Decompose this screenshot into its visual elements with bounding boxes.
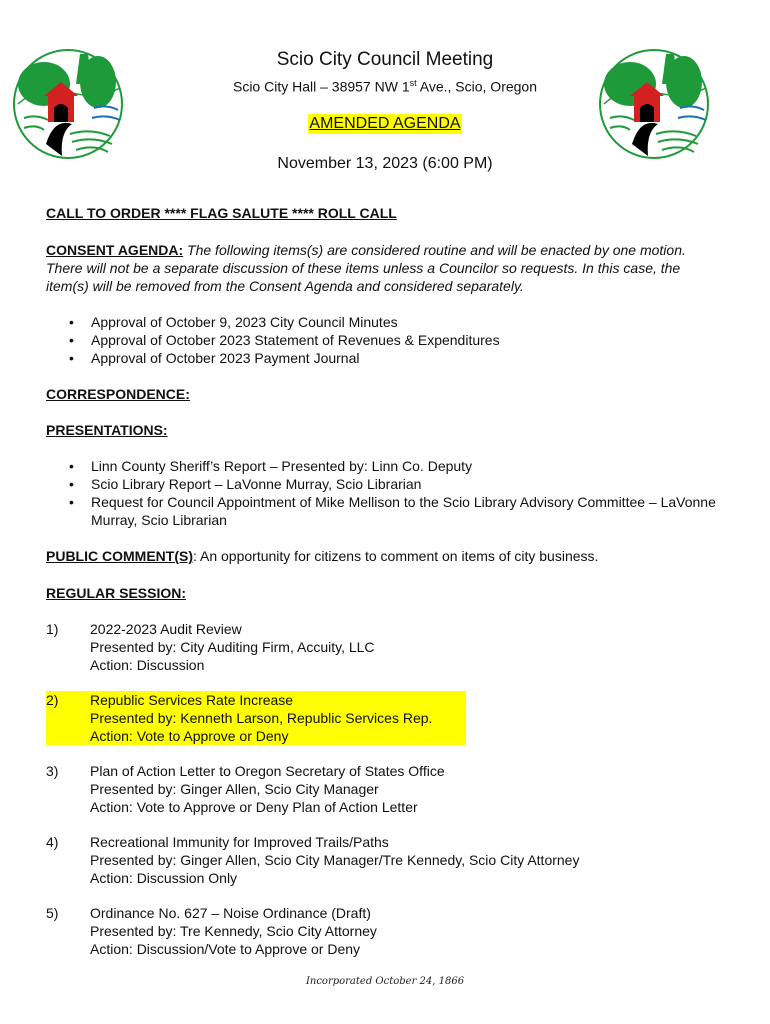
list-item: • Approval of October 2023 Payment Journal [46,349,716,367]
scio-city-seal-logo [10,44,126,166]
item-action: Action: Vote to Approve or Deny Plan of Action Letter [90,799,418,815]
public-comment-paragraph [46,547,716,565]
consent-items-list [46,313,716,367]
call-to-order-heading: CALL TO ORDER **** FLAG SALUTE **** ROLL CALL [46,205,397,221]
item-number: 3) [46,763,59,779]
meeting-title: Scio City Council Meeting [276,49,494,70]
item-presenter: Presented by: Tre Kennedy, Scio City Attorney [90,923,377,939]
consent-agenda-heading: CONSENT AGENDA: [46,242,184,258]
regular-session-heading: REGULAR SESSION: [46,585,187,601]
list-item: • Scio Library Report – LaVonne Murray, Scio Librarian [46,475,716,493]
meeting-location [150,74,620,96]
item-number: 2) [46,692,59,708]
item-number: 1) [46,621,59,637]
correspondence-heading: CORRESPONDENCE: [46,386,190,402]
item-title: Plan of Action Letter to Oregon Secretary of States Office [90,763,445,779]
agenda-item-highlighted [46,691,466,745]
amended-agenda-label: AMENDED AGENDA [309,114,461,132]
item-presenter: Presented by: City Auditing Firm, Accuity, LLC [90,639,375,655]
item-number: 4) [46,834,59,850]
consent-agenda-paragraph [46,241,716,295]
item-title: Recreational Immunity for Improved Trails/Paths [90,834,389,850]
item-action: Action: Discussion/Vote to Approve or Deny [90,941,361,957]
location-text: Scio City Hall – 38957 NW 1 [232,78,410,95]
meeting-date: November 13, 2023 (6:00 PM) [277,154,493,172]
item-presenter: Presented by: Ginger Allen, Scio City Manager [90,781,379,797]
list-item: • Request for Council Appointment of Mike Mellison to the Scio Library Advisory Committee – LaVonne Murray, Scio Librarian [46,493,716,529]
presentations-heading: PRESENTATIONS: [46,422,168,438]
item-action: Action: Discussion Only [90,870,238,886]
item-action: Action: Vote to Approve or Deny [90,728,289,744]
agenda-item [46,833,716,887]
item-action: Action: Discussion [90,657,205,673]
item-presenter: Presented by: Ginger Allen, Scio City Manager/Tre Kennedy, Scio City Attorney [90,852,580,868]
agenda-item [46,762,716,816]
item-presenter: Presented by: Kenneth Larson, Republic Services Rep. [90,710,433,726]
location-text-end: Ave., Scio, Oregon [416,78,538,95]
list-item: • Approval of October 9, 2023 City Council Minutes [46,313,716,331]
agenda-item [46,620,716,674]
list-item: • Approval of October 2023 Statement of Revenues & Expenditures [46,331,716,349]
agenda-item [46,904,716,958]
list-item: • Linn County Sheriff’s Report – Presented by: Linn Co. Deputy [46,457,716,475]
item-title: Ordinance No. 627 – Noise Ordinance (Draft) [90,905,371,921]
public-comment-heading: PUBLIC COMMENT(S) [46,548,193,564]
item-number: 5) [46,905,59,921]
agenda-header [150,48,620,174]
consent-agenda-text: The following items(s) are considered routine and will be enacted by one motion. There will not be a separate discussion of these items unless a Councilor so requests. In this case, the item(s) will be removed from the Consent Agenda and considered separately. [46,242,686,294]
item-title: Republic Services Rate Increase [90,692,294,708]
public-comment-text: : An opportunity for citizens to comment on items of city business. [193,548,599,564]
presentations-list [46,457,716,529]
agenda-body [46,204,716,958]
item-title: 2022-2023 Audit Review [90,621,242,637]
ordinal-suffix: st [409,78,417,88]
incorporation-footer: Incorporated October 24, 1866 [305,976,465,987]
